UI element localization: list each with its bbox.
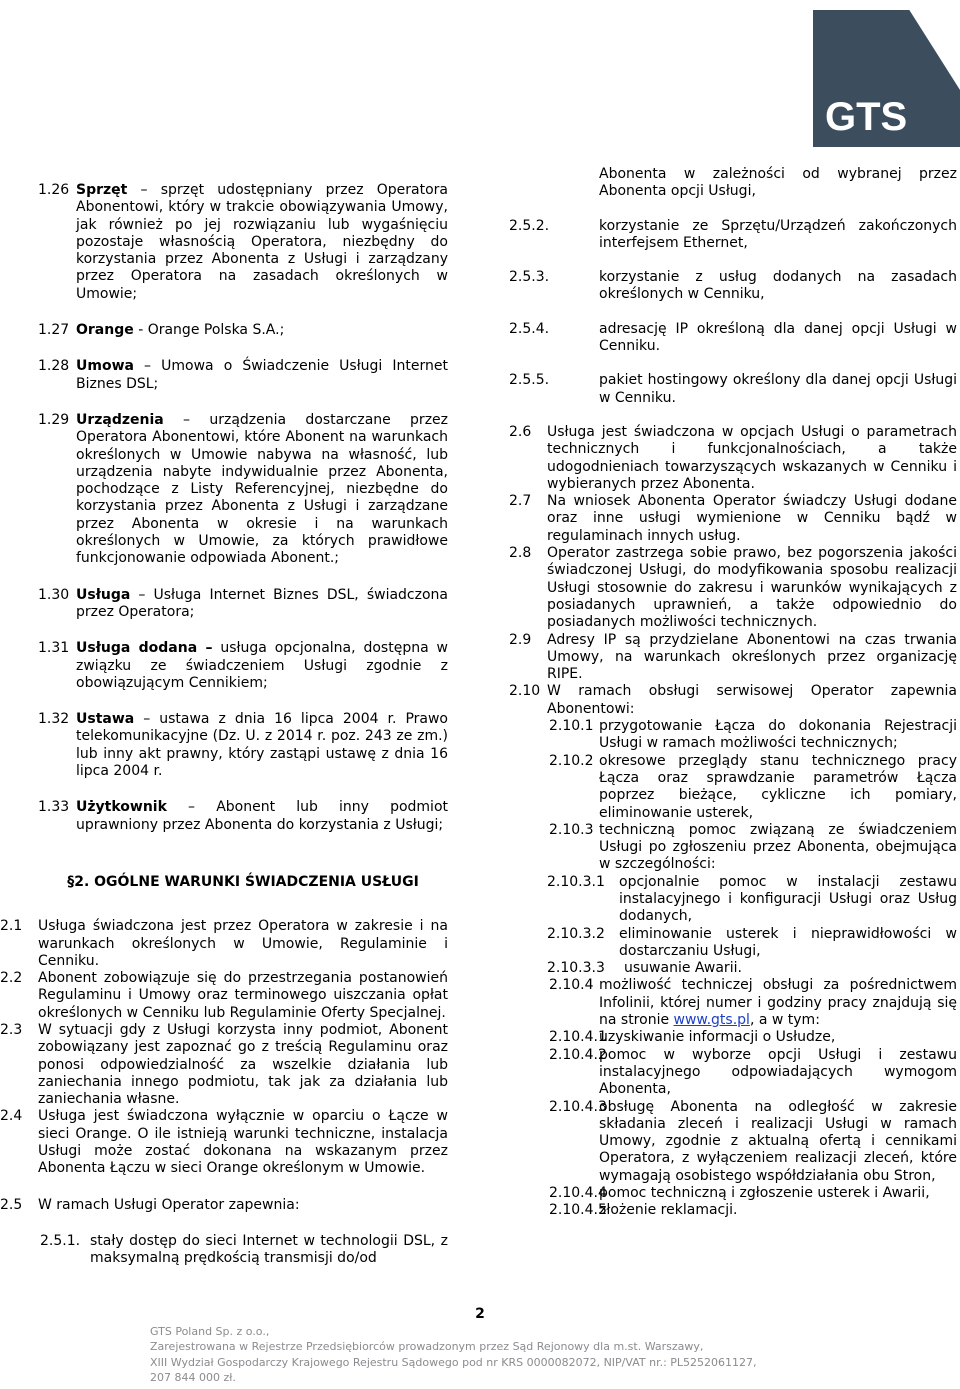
section-heading: §2. OGÓLNE WARUNKI ŚWIADCZENIA USŁUGI bbox=[67, 873, 419, 890]
clause-subitem: 2.10.4.3 obsługę Abonenta na odległość w zakresie składania zleceń i realizacji Usługi w ramach Umowy, zgodnie z aktualną ofertą i cennikami Operatora, z wyłączeniem realizacji zleceń, które wymagają osobistego współdziałania obu Stron, bbox=[549, 1098, 957, 1184]
footer-capital-line: 207 844 000 zł. bbox=[150, 1371, 236, 1385]
logo-text: GTS bbox=[825, 95, 908, 139]
company-footer bbox=[150, 1324, 950, 1386]
clause-subitem: 2.5.3. korzystanie z usług dodanych na zasadach określonych w Cenniku, bbox=[509, 269, 957, 303]
clause-item: 2.9 Adresy IP są przydzielane Abonentowi na czas trwania Umowy, na warunkach określonych przez organizację RIPE. bbox=[509, 631, 957, 683]
gts-logo bbox=[813, 0, 960, 147]
footer-registry-line: Zarejestrowana w Rejestrze Przedsiębiorców prowadzonym przez Sąd Rejonowy dla m.st. Warszawy, bbox=[150, 1340, 704, 1354]
definition-item: 1.29 Urządzenia – urządzenia dostarczane przez Operatora Abonentowi, które Abonent na warunkach określonych w Umowie nabywa na własność, lub urządzenia nabyte indywidualnie przez Abonenta, pochodzące z Listy Referencyjnej, niezbędne do korzystania przez Abonenta z Usługi i zarządzane przez Abonenta w okresie i na warunkach określonych w Umowie, za których prawidłowe funkcjonowanie odpowiada Abonent.; bbox=[38, 411, 448, 567]
definition-item: 1.30 Usługa – Usługa Internet Biznes DSL, świadczona przez Operatora; bbox=[38, 586, 448, 620]
clause-subitem: 2.10.2 okresowe przeglądy stanu technicznego pracy Łącza oraz sprawdzanie parametrów Łącza poprzez bieżące, cykliczne ich pomiary, eliminowanie usterek, bbox=[549, 752, 957, 821]
definition-item: 1.28 Umowa – Umowa o Świadczenie Usługi Internet Biznes DSL; bbox=[38, 358, 448, 392]
clause-item: 2.8 Operator zastrzega sobie prawo, bez pogorszenia jakości świadczonej Usługi, do modyfikowania sposobu realizacji Usługi stosownie do zakresu i warunków wynikających z posiadanych uprawnień, a także odpowiednio do posiadanych możliwości technicznych. bbox=[509, 545, 957, 631]
footer-company-name: GTS Poland Sp. z o.o., bbox=[150, 1325, 270, 1338]
definition-item: 1.32 Ustawa – ustawa z dnia 16 lipca 2004 r. Prawo telekomunikacyjne (Dz. U. z 2014 r. poz. 243 ze zm.) lub inny akt prawny, który zastąpi ustawę z dnia 16 lipca 2004 r. bbox=[38, 711, 448, 780]
definition-item: 1.33 Użytkownik – Abonent lub inny podmiot uprawniony przez Abonenta do korzystania z Usługi; bbox=[38, 799, 448, 833]
clause-subitem: 2.10.3.2 eliminowanie usterek i nieprawidłowości w dostarczaniu Usługi, bbox=[547, 925, 957, 959]
clause-subitem: 2.10.1 przygotowanie Łącza do dokonania Rejestracji Usługi w ramach możliwości technicznych; bbox=[549, 718, 957, 752]
definition-item: 1.31 Usługa dodana – usługa opcjonalna, dostępna w związku ze świadczeniem Usługi zgodnie z obowiązującym Cennikiem; bbox=[38, 640, 448, 691]
clause-item: 2.3 W sytuacji gdy z Usługi korzysta inny podmiot, Abonent zobowiązany jest zapoznać go z treścią Regulaminu oraz ponosi odpowiedzialność za wszelkie działania lub zaniechania innego podmiotu, tak jak za działania lub zaniechania własne. bbox=[0, 1021, 448, 1108]
clause-subitem: 2.10.4.4 pomoc techniczną i zgłoszenie usterek i Awarii, bbox=[549, 1185, 930, 1202]
clause-subitem: 2.10.4.2 pomoc w wyborze opcji Usługi i zestawu instalacyjnego odpowiadających wymogom Abonenta, bbox=[549, 1046, 957, 1098]
clause-item: 2.5 W ramach Usługi Operator zapewnia: bbox=[0, 1196, 300, 1213]
clause-subitem: 2.10.3.1 opcjonalnie pomoc w instalacji zestawu instalacyjnego i konfiguracji Usługi oraz Usług dodanych, bbox=[547, 873, 957, 925]
right-column bbox=[509, 166, 957, 1220]
clause-subitem: 2.5.2. korzystanie ze Sprzętu/Urządzeń zakończonych interfejsem Ethernet, bbox=[509, 217, 957, 251]
clause-item: 2.1 Usługa świadczona jest przez Operatora w zakresie i na warunkach określonych w Umowie, Regulaminie i Cenniku. bbox=[0, 918, 448, 969]
clause-subitem: 2.10.4 możliwość techniczej obsługi za pośrednictwem Infolinii, której numer i godziny pracy znajdują się na stronie www.gts.pl, a w tym: bbox=[549, 977, 957, 1029]
clause-item: 2.10 W ramach obsługi serwisowej Operator zapewnia Abonentowi: bbox=[509, 683, 957, 717]
clause-subitem: 2.10.3 techniczną pomoc związaną ze świadczeniem Usługi po zgłoszeniu przez Abonenta, obejmująca w szczególności: bbox=[549, 821, 957, 873]
definition-item: 1.26 Sprzęt – sprzęt udostępniany przez Operatora Abonentowi, który w trakcie obowiązywania Umowy, jak również po jej rozwiązaniu lub wygaśnięciu pozostaje własnością Operatora, niezbędny do korzystania przez Abonenta z Usługi i zarządzany przez Operatora na zasadach określonych w Umowie; bbox=[38, 182, 448, 302]
continuation-text: Abonenta w zależności od wybranej przez Abonenta opcji Usługi, bbox=[599, 166, 957, 200]
clause-subitem: 2.10.3.3 usuwanie Awarii. bbox=[547, 960, 742, 977]
clause-subitem: 2.5.5. pakiet hostingowy określony dla danej opcji Usługi w Cenniku. bbox=[509, 372, 957, 406]
clause-item: 2.4 Usługa jest świadczona wyłącznie w oparciu o Łącze w sieci Orange. O ile istnieją warunki techniczne, instalacja Usługi może zostać dokonana na wskazanym przez Abonenta Łączu w sieci Orange określonym w Umowie. bbox=[0, 1108, 448, 1177]
clause-subitem: 2.10.4.1 uzyskiwanie informacji o Usłudze, bbox=[549, 1029, 836, 1046]
clause-item: 2.6 Usługa jest świadczona w opcjach Usługi o parametrach technicznych i funkcjonalnościach, a także udogodnieniach towarzyszących wskazanych w Cenniku i wybieranych przez Abonenta. bbox=[509, 423, 957, 492]
clause-subitem: 2.5.1. stały dostęp do sieci Internet w technologii DSL, z maksymalną prędkością transmisji do/od bbox=[40, 1232, 448, 1267]
gts-website-link[interactable]: www.gts.pl bbox=[673, 1012, 750, 1029]
definition-item: 1.27 Orange - Orange Polska S.A.; bbox=[38, 322, 285, 339]
left-column bbox=[0, 182, 448, 1268]
clause-subitem: 2.5.4. adresację IP określoną dla danej opcji Usługi w Cenniku. bbox=[509, 320, 957, 355]
clause-item: 2.7 Na wniosek Abonenta Operator świadczy Usługi dodane oraz inne usługi wymienione w Cenniku bądź w regulaminach innych usług. bbox=[509, 493, 957, 544]
clause-subitem: 2.10.4.5 złożenie reklamacji. bbox=[549, 1202, 738, 1219]
page-number: 2 bbox=[475, 1306, 485, 1322]
footer-krs-line: XIII Wydział Gospodarczy Krajowego Rejestru Sądowego pod nr KRS 0000082072, NIP/VAT nr.: PL5252061127, bbox=[150, 1355, 757, 1369]
clause-item: 2.2 Abonent zobowiązuje się do przestrzegania postanowień Regulaminu i Umowy oraz terminowego uiszczania opłat określonych w Cenniku lub Regulaminie Oferty Specjalnej. bbox=[0, 970, 448, 1021]
